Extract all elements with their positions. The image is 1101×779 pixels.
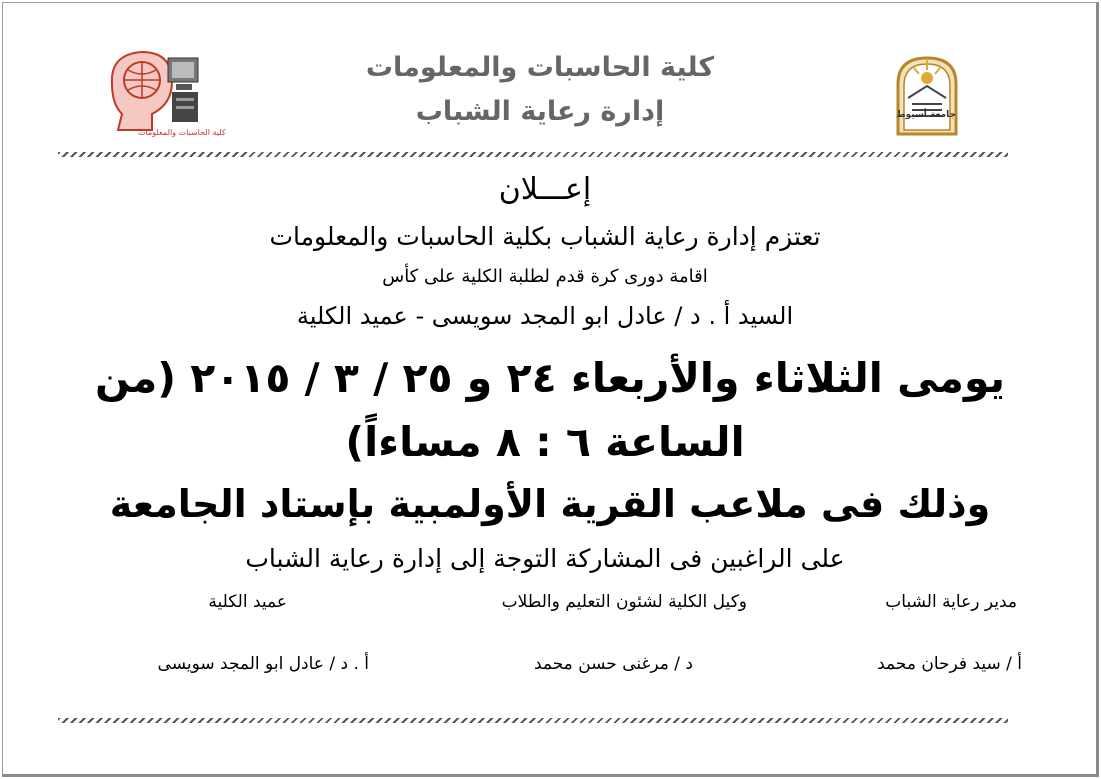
university-emblem (894, 54, 960, 138)
announcement-line-1: تعتزم إدارة رعاية الشباب بكلية الحاسبات والمعلومات (269, 222, 821, 251)
top-divider (58, 152, 1008, 157)
faculty-logo (98, 44, 210, 140)
signature-title-youth-director: مدير رعاية الشباب (885, 592, 1017, 612)
announcement-venue-line: وذلك فى ملاعب القرية الأولمبية بإستاد الجامعة (109, 482, 991, 526)
announcement-title: إعـــلان (498, 172, 592, 207)
faculty-logo-caption: كلية الحاسبات والمعلومات (138, 128, 226, 137)
announcement-line-3: السيد أ . د / عادل ابو المجد سويسى - عميد الكلية (296, 302, 794, 330)
announcement-instruction-line: على الراغبين فى المشاركة التوجة إلى إدارة رعاية الشباب (245, 544, 845, 573)
faculty-logo-icon (98, 44, 210, 140)
signature-name-dean: أ . د / عادل ابو المجد سويسى (157, 654, 369, 674)
bottom-divider (58, 718, 1008, 723)
university-emblem-caption: جامعة أسيوط (896, 110, 956, 120)
college-name: كلية الحاسبات والمعلومات (365, 52, 715, 83)
signature-name-vice-dean: د / مرغنى حسن محمد (533, 654, 693, 674)
department-name: إدارة رعاية الشباب (415, 96, 665, 127)
signature-name-youth-director: أ / سيد فرحان محمد (877, 654, 1022, 674)
announcement-line-2: اقامة دورى كرة قدم لطلبة الكلية على كأس (382, 266, 708, 287)
announcement-time-line: الساعة ٦ : ٨ مساءاً) (345, 418, 745, 466)
announcement-date-line: يومى الثلاثاء والأربعاء ٢٤ و ٢٥ / ٣ / ٢٠١٥ (من (94, 354, 1006, 402)
university-emblem-icon (894, 54, 960, 138)
signature-title-vice-dean: وكيل الكلية لشئون التعليم والطلاب (501, 592, 747, 612)
signature-title-dean: عميد الكلية (208, 592, 287, 612)
